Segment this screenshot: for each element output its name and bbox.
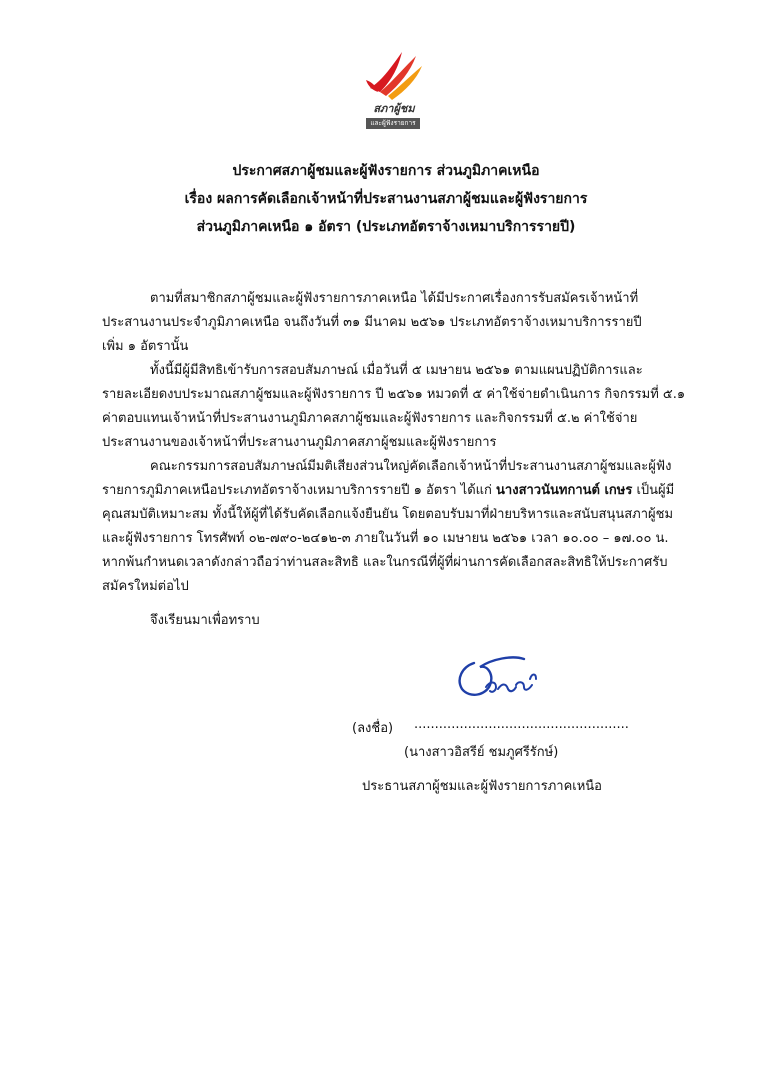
signatory-position: ประธานสภาผู้ชมและผู้ฟังรายการภาคเหนือ xyxy=(362,779,602,794)
sign-label: (ลงชื่อ) xyxy=(352,721,394,736)
announcement-subject: เรื่อง ผลการคัดเลือกเจ้าหน้าที่ประสานงานสภาผู้ชมและผู้ฟังรายการ xyxy=(184,191,588,207)
paragraph-3-line-1: คณะกรรมการสอบสัมภาษณ์มีมติเสียงส่วนใหญ่คัดเลือกเจ้าหน้าที่ประสานงานสภาผู้ชมและผู้ฟัง xyxy=(150,459,672,474)
paragraph-2-line-3: ค่าตอบแทนเจ้าหน้าที่ประสานงานภูมิภาคสภาผู้ชมและผู้ฟังรายการ และกิจกรรมที่ ๕.๒ ค่าใช้จ่าย xyxy=(102,411,638,426)
logo-name: สภาผู้ชม xyxy=(373,102,415,115)
announcement-title: ประกาศสภาผู้ชมและผู้ฟังรายการ ส่วนภูมิภาคเหนือ xyxy=(232,163,540,179)
paragraph-3-line-6: สมัครใหม่ต่อไป xyxy=(102,579,189,594)
selected-candidate-name: นางสาวนันทกานต์ เกษร xyxy=(496,483,633,498)
paragraph-3-line-2-text: รายการภูมิภาคเหนือประเภทอัตราจ้างเหมาบริการรายปี ๑ อัตรา ได้แก่ xyxy=(102,483,497,498)
signature-dotted-line: .................................................... xyxy=(414,717,629,732)
paragraph-3-line-5: หากพ้นกำหนดเวลาดังกล่าวถือว่าท่านสละสิทธิ และในกรณีที่ผู้ที่ผ่านการคัดเลือกสละสิทธิให้ประกาศรับ xyxy=(102,555,668,570)
paragraph-2-line-2: รายละเอียดงบประมาณสภาผู้ชมและผู้ฟังรายการ ปี ๒๕๖๑ หมวดที่ ๕ ค่าใช้จ่ายดำเนินการ กิจกรรมที่ ๕.๑ xyxy=(102,387,686,402)
paragraph-1-line-1: ตามที่สมาชิกสภาผู้ชมและผู้ฟังรายการภาคเหนือ ได้มีประกาศเรื่องการรับสมัครเจ้าหน้าที่ xyxy=(150,291,639,306)
bird-emblem-icon xyxy=(362,42,426,104)
paragraph-3-line-2 xyxy=(102,482,674,500)
paragraph-2-line-1: ทั้งนี้มีผู้มีสิทธิเข้ารับการสอบสัมภาษณ์ เมื่อวันที่ ๕ เมษายน ๒๕๖๑ ตามแผนปฏิบัติการและ xyxy=(150,363,643,378)
logo-subtitle: และผู้ฟังรายการ xyxy=(366,118,420,129)
announcement-subject-detail: ส่วนภูมิภาคเหนือ ๑ อัตรา (ประเภทอัตราจ้างเหมาบริการรายปี) xyxy=(196,219,576,235)
handwritten-signature xyxy=(452,645,547,705)
paragraph-2-line-4: ประสานงานของเจ้าหน้าที่ประสานงานภูมิภาคสภาผู้ชมและผู้ฟังรายการ xyxy=(102,435,497,450)
paragraph-3-line-2-tail: เป็นผู้มี xyxy=(632,483,675,498)
signatory-name: (นางสาวอิสรีย์ ชมภูศรีรักษ์) xyxy=(404,745,559,760)
paragraph-3-line-4: และผู้ฟังรายการ โทรศัพท์ ๐๒-๗๙๐-๒๔๑๒-๓ ภายในวันที่ ๑๐ เมษายน ๒๕๖๑ เวลา ๑๐.๐๐ – ๑๗.๐๐ น. xyxy=(102,531,669,546)
paragraph-1-line-3: เพิ่ม ๑ อัตรานั้น xyxy=(102,339,189,354)
closing-statement: จึงเรียนมาเพื่อทราบ xyxy=(150,613,260,628)
paragraph-1-line-2: ประสานงานประจำภูมิภาคเหนือ จนถึงวันที่ ๓๑ มีนาคม ๒๕๖๑ ประเภทอัตราจ้างเหมาบริการรายปี xyxy=(102,315,642,330)
paragraph-3-line-3: คุณสมบัติเหมาะสม ทั้งนี้ให้ผู้ที่ได้รับคัดเลือกแจ้งยืนยัน โดยตอบรับมาที่ฝ่ายบริหารและสนับสนุนสภาผู้ชม xyxy=(102,507,674,522)
organization-logo xyxy=(362,42,426,134)
